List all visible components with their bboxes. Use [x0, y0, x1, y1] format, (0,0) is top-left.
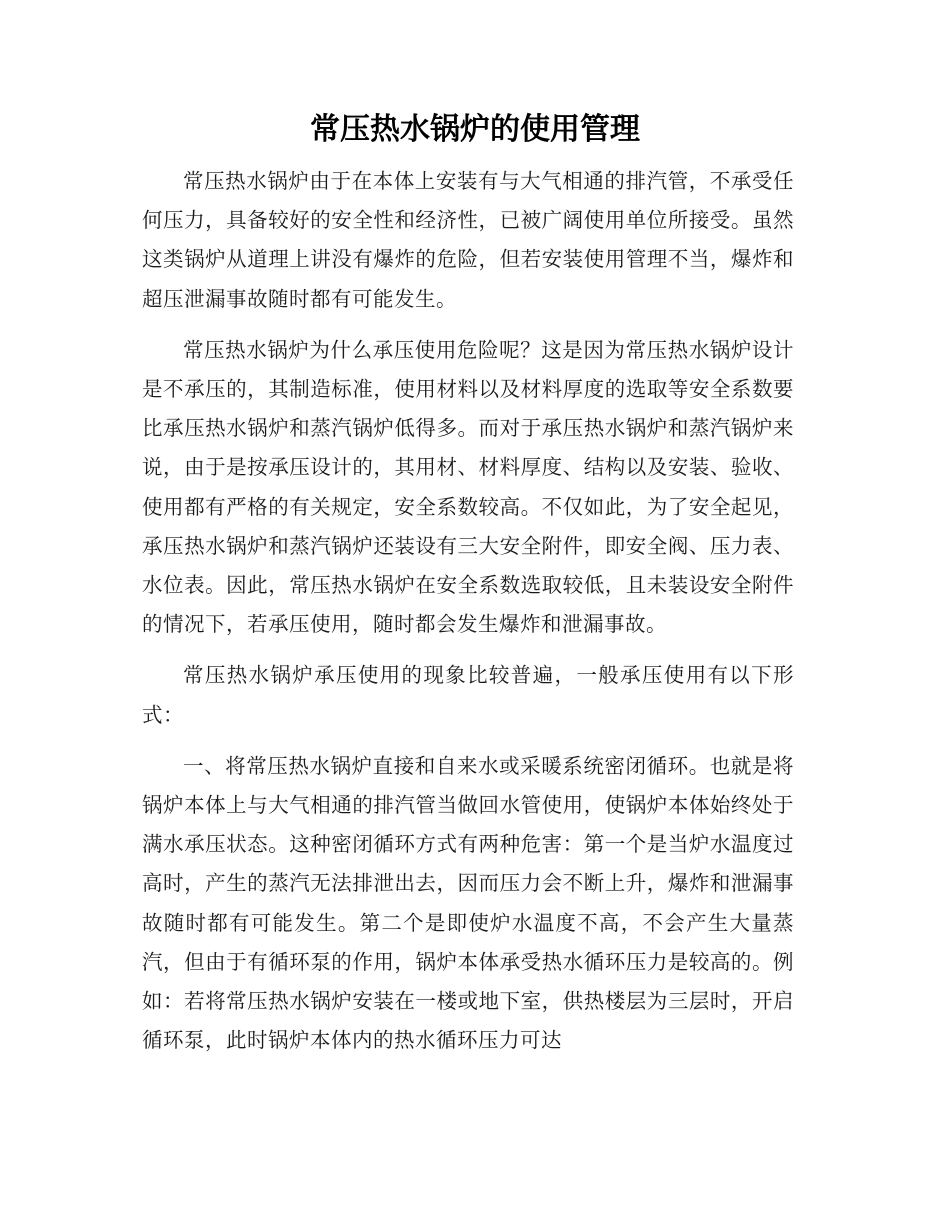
paragraph-forms-intro: 常压热水锅炉承压使用的现象比较普遍，一般承压使用有以下形式：: [142, 663, 794, 727]
document-title: 常压热水锅炉的使用管理: [310, 112, 640, 147]
paragraph-form-one: 一、将常压热水锅炉直接和自来水或采暖系统密闭循环。也就是将锅炉本体上与大气相通的排汽管当做回水管使用，使锅炉本体始终处于满水承压状态。这种密闭循环方式有两种危害：第一个是当炉水温度过高时，产生的蒸汽无法排泄出去，因而压力会不断上升，爆炸和泄漏事故随时都有可能发生。第二个是即使炉水温度不高，不会产生大量蒸汽，但由于有循环泵的作用，锅炉本体承受热水循环压力是较高的。例如：若将常压热水锅炉安装在一楼或地下室，供热楼层为三层时，开启循环泵，此时锅炉本体内的热水循环压力可达: [142, 753, 794, 1053]
paragraph-danger-reason: 常压热水锅炉为什么承压使用危险呢？这是因为常压热水锅炉设计是不承压的，其制造标准，使用材料以及材料厚度的选取等安全系数要比承压热水锅炉和蒸汽锅炉低得多。而对于承压热水锅炉和蒸汽锅炉来说，由于是按承压设计的，其用材、材料厚度、结构以及安装、验收、使用都有严格的有关规定，安全系数较高。不仅如此，为了安全起见，承压热水锅炉和蒸汽锅炉还装设有三大安全附件，即安全阀、压力表、水位表。因此，常压热水锅炉在安全系数选取较低，且未装设安全附件的情况下，若承压使用，随时都会发生爆炸和泄漏事故。: [142, 337, 794, 637]
document-body: [142, 162, 794, 1072]
paragraph-intro: 常压热水锅炉由于在本体上安装有与大气相通的排汽管，不承受任何压力，具备较好的安全性和经济性，已被广阔使用单位所接受。虽然这类锅炉从道理上讲没有爆炸的危险，但若安装使用管理不当，爆炸和超压泄漏事故随时都有可能发生。: [142, 169, 794, 311]
